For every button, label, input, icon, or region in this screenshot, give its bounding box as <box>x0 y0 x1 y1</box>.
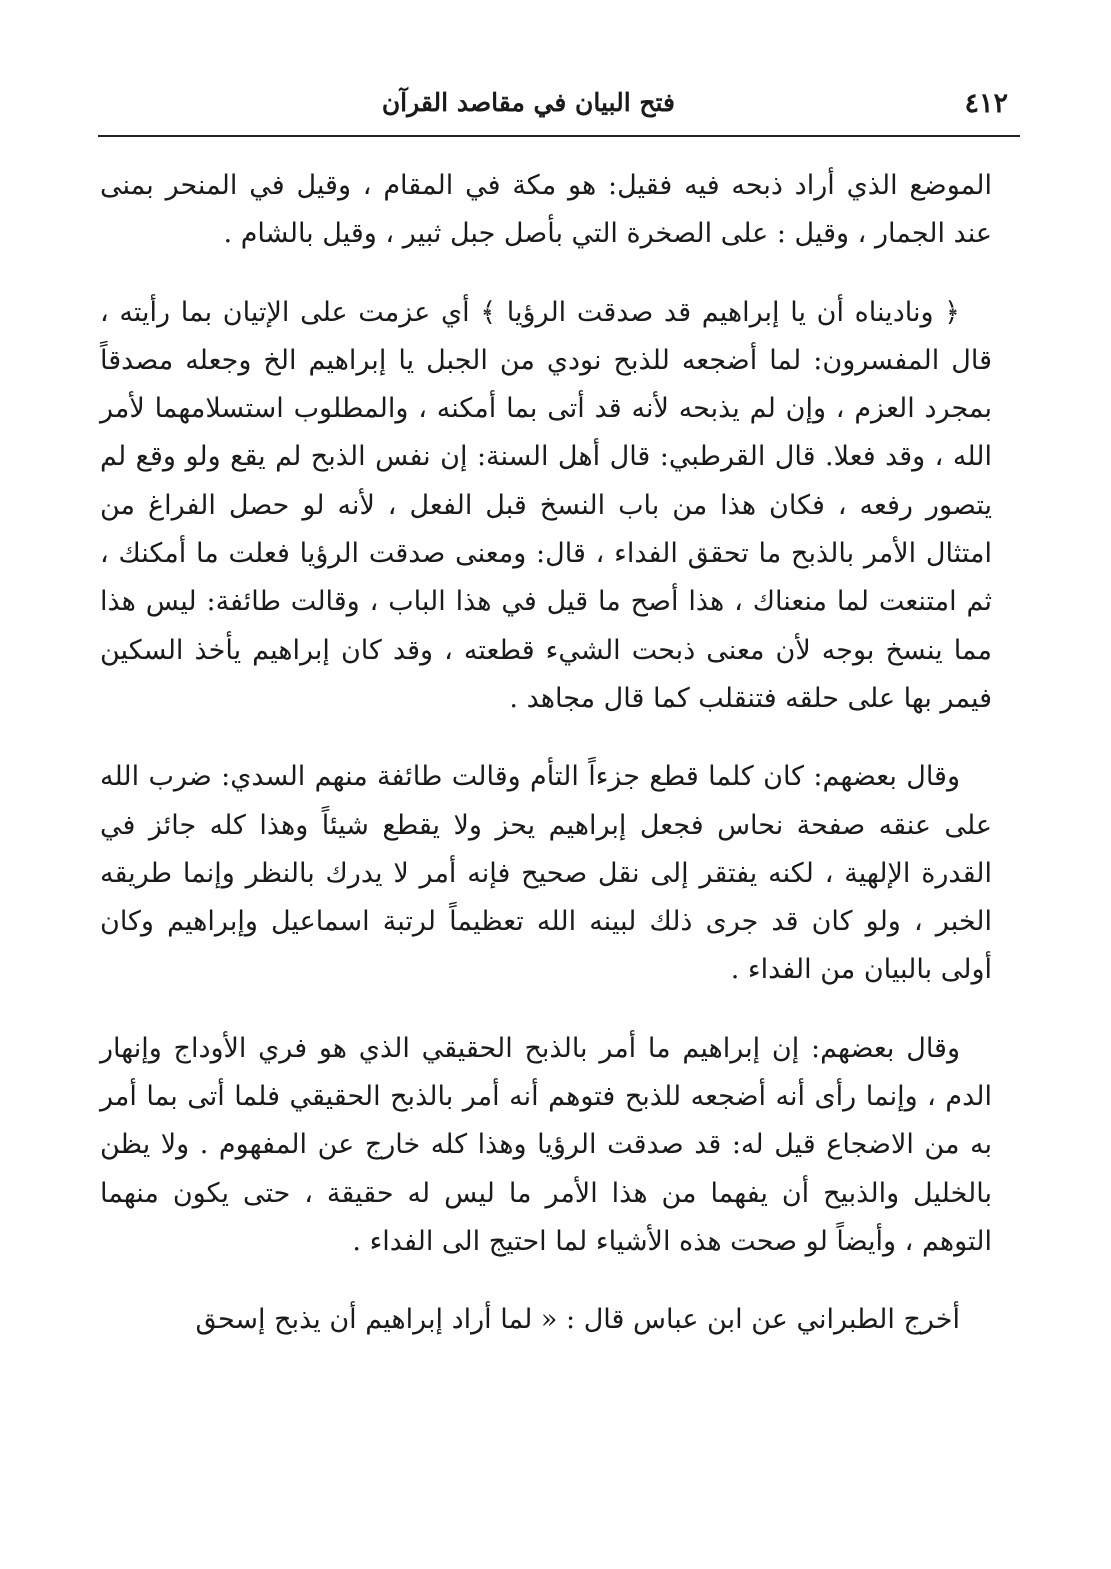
page-header <box>100 88 1020 128</box>
header-rule <box>98 135 1020 137</box>
body-text <box>100 162 992 1345</box>
running-title: فتح البيان في مقاصد القرآن <box>381 88 675 117</box>
paragraph-3: وقال بعضهم: كان كلما قطع جزءاً التأم وقالت طائفة منهم السدي: ضرب الله على عنقه صفحة نحاس فجعل إبراهيم يحز ولا يقطع شيئاً وهذا كله جائز في القدرة الإلهية ، لكنه يفتقر إلى نقل صحيح فإنه أمر لا يدرك بالنظر وإنما طريقه الخبر ، ولو كان قد جرى ذلك لبينه الله تعظيماً لرتبة اسماعيل وإبراهيم وكان أولى بالبيان من الفداء . <box>100 761 992 986</box>
paragraph-2: ﴿ وناديناه أن يا إبراهيم قد صدقت الرؤيا ﴾ أي عزمت على الإتيان بما رأيته ، قال المفسرون: لما أضجعه للذبح نودي من الجبل يا إبراهيم الخ وجعله مصدقاً بمجرد العزم ، وإن لم يذبحه لأنه قد أتى بما أمكنه ، والمطلوب استسلامهما لأمر الله ، وقد فعلا. قال القرطبي: قال أهل السنة: إن نفس الذبح لم يقع ولو وقع لم يتصور رفعه ، فكان هذا من باب النسخ قبل الفعل ، لأنه لو حصل الفراغ من امتثال الأمر بالذبح ما تحقق الفداء ، قال: ومعنى صدقت الرؤيا فعلت ما أمكنك ، ثم امتنعت لما منعناك ، هذا أصح ما قيل في هذا الباب ، وقالت طائفة: ليس هذا مما ينسخ بوجه لأن معنى ذبحت الشيء قطعته ، وقد كان إبراهيم يأخذ السكين فيمر بها على حلقه فتنقلب كما قال مجاهد . <box>100 296 993 714</box>
paragraph-4: وقال بعضهم: إن إبراهيم ما أمر بالذبح الحقيقي الذي هو فري الأوداج وإنهار الدم ، وإنما رأى أنه أضجعه للذبح فتوهم أنه أمر بالذبح الحقيقي فلما أتى بما أمر به من الاضجاع قيل له: قد صدقت الرؤيا وهذا كله خارج عن المفهوم . ولا يظن بالخليل والذبيح أن يفهما من هذا الأمر ما ليس له حقيقة ، حتى يكون منهما التوهم ، وأيضاً لو صحت هذه الأشياء لما احتيج الى الفداء . <box>100 1032 992 1257</box>
paragraph-5: أخرج الطبراني عن ابن عباس قال : « لما أراد إبراهيم أن يذبح إسحق <box>195 1304 960 1336</box>
page-number: ٤١٢ <box>964 88 1008 119</box>
paragraph-1: الموضع الذي أراد ذبحه فيه فقيل: هو مكة في المقام ، وقيل في المنحر بمنى عند الجمار ، وقيل : على الصخرة التي بأصل جبل ثبير ، وقيل بالشام . <box>100 170 992 250</box>
